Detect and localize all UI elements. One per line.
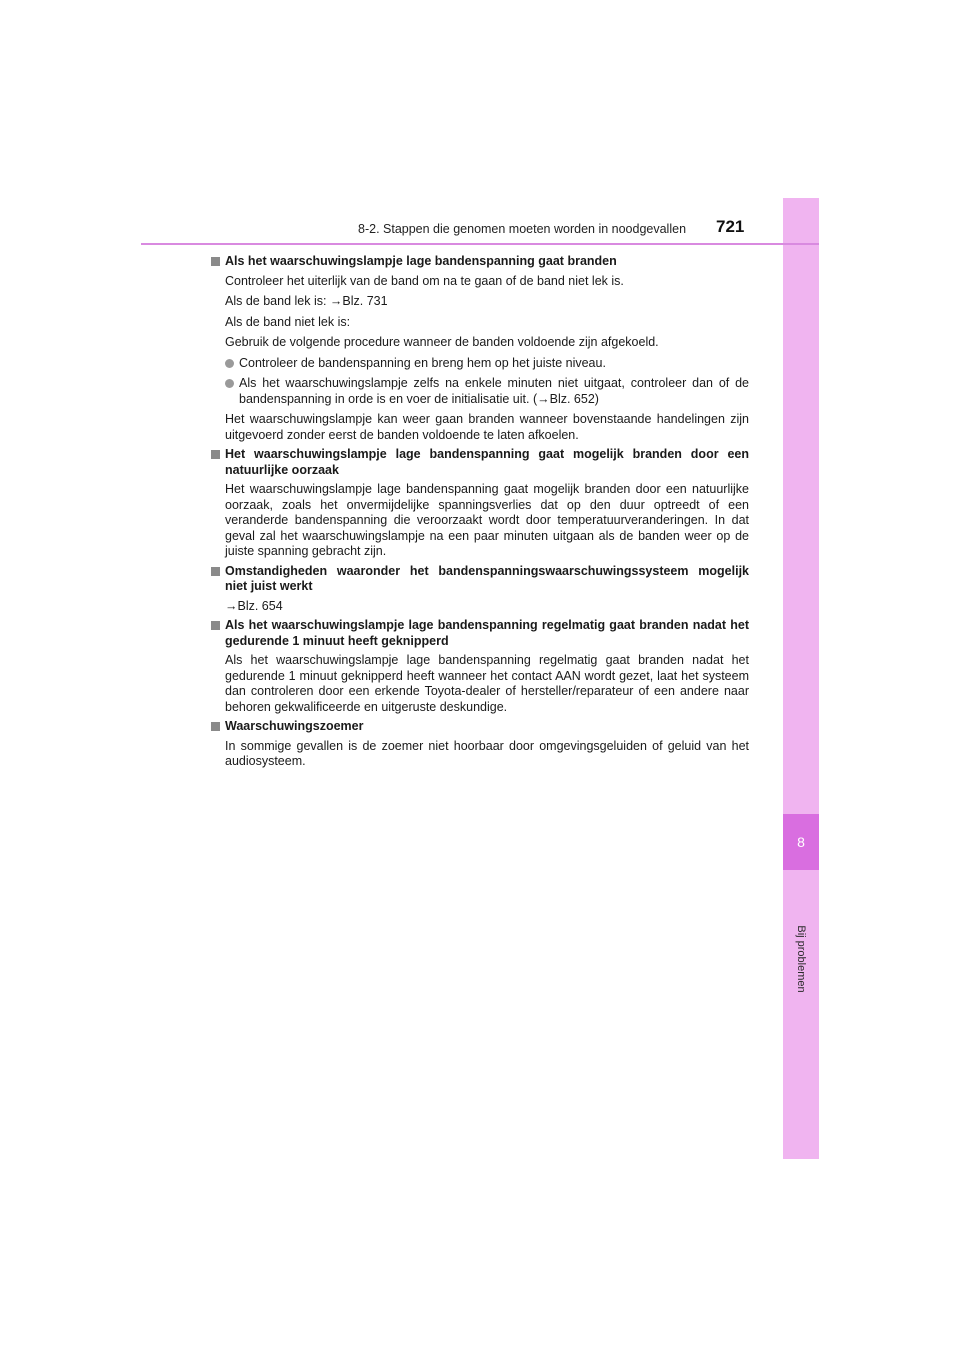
list-item-text: Controleer de bandenspanning en breng hem op het juiste niveau. bbox=[239, 355, 606, 370]
round-bullet-icon bbox=[225, 379, 234, 388]
section-system-limitations bbox=[211, 564, 749, 615]
round-bullet-icon bbox=[225, 359, 234, 368]
square-bullet-icon bbox=[211, 450, 220, 459]
chapter-number-box bbox=[783, 814, 819, 870]
section-title: Het waarschuwingslampje lage bandenspanning gaat mogelijk branden door een natuurlijke oorzaak bbox=[225, 447, 749, 477]
square-bullet-icon bbox=[211, 257, 220, 266]
paragraph: Gebruik de volgende procedure wanneer de banden voldoende zijn afgekoeld. bbox=[225, 335, 659, 349]
section-header-title: 8-2. Stappen die genomen moeten worden in noodgevallen bbox=[358, 222, 687, 236]
section-light-after-blinking bbox=[211, 618, 749, 715]
section-title: Als het waarschuwingslampje lage bandenspanning gaat branden bbox=[225, 254, 617, 268]
section-warning-buzzer bbox=[211, 719, 749, 770]
section-title: Als het waarschuwingslampje lage bandenspanning regelmatig gaat branden nadat het gedurende 1 minuut heeft geknipperd bbox=[225, 618, 749, 648]
list-item-text: Als het waarschuwingslampje zelfs na enkele minuten niet uitgaat, controleer dan of de bandenspanning in orde is en voer de initialisatie uit. (→Blz. 652) bbox=[239, 376, 749, 406]
section-title: Omstandigheden waaronder het bandenspanningswaarschuwingssysteem mogelijk niet juist werkt bbox=[225, 563, 749, 593]
paragraph: Als de band lek is: →Blz. 731 bbox=[225, 294, 388, 308]
section-tpms-light-on bbox=[211, 254, 749, 443]
section-title: Waarschuwingszoemer bbox=[225, 719, 364, 733]
paragraph: Controleer het uiterlijk van de band om na te gaan of de band niet lek is. bbox=[225, 273, 624, 288]
chapter-label: Bij problemen bbox=[795, 925, 807, 993]
section-natural-cause bbox=[211, 447, 749, 560]
list-item bbox=[225, 376, 749, 407]
list-item bbox=[225, 356, 749, 372]
page-content bbox=[211, 254, 749, 774]
paragraph: In sommige gevallen is de zoemer niet hoorbaar door omgevingsgeluiden of geluid van het audiosysteem. bbox=[225, 738, 749, 768]
paragraph: Als de band niet lek is: bbox=[225, 314, 351, 329]
square-bullet-icon bbox=[211, 621, 220, 630]
paragraph: →Blz. 654 bbox=[225, 598, 283, 613]
paragraph: Het waarschuwingslampje kan weer gaan branden wanneer bovenstaande handelingen zijn uitgevoerd zonder eerst de banden voldoende te laten afkoelen. bbox=[225, 412, 749, 442]
square-bullet-icon bbox=[211, 722, 220, 731]
chapter-number: 8 bbox=[797, 834, 805, 850]
header-rule bbox=[141, 243, 819, 245]
page-number: 721 bbox=[716, 217, 745, 236]
paragraph: Als het waarschuwingslampje lage bandenspanning regelmatig gaat branden nadat het gedurende 1 minuut geknipperd heeft wanneer het contact AAN wordt gezet, laat het systeem dan controleren door een erkende Toyota-dealer of hersteller/reparateur of een andere naar behoren gekwalificeerde en uitgeruste deskundige. bbox=[225, 653, 749, 714]
chapter-side-tab bbox=[783, 198, 819, 1159]
paragraph: Het waarschuwingslampje lage bandenspanning gaat mogelijk branden door een natuurlijke oorzaak, zoals het onvermijdelijke spanningsverlies dat op den duur optreedt of een veranderde bandenspanning die veroorzaakt wordt door temperatuurveranderingen. In dat geval zal het waarschuwingslampje na een paar minuten uitgaan als de banden weer op de juiste spanning gebracht zijn. bbox=[225, 482, 749, 558]
square-bullet-icon bbox=[211, 567, 220, 576]
